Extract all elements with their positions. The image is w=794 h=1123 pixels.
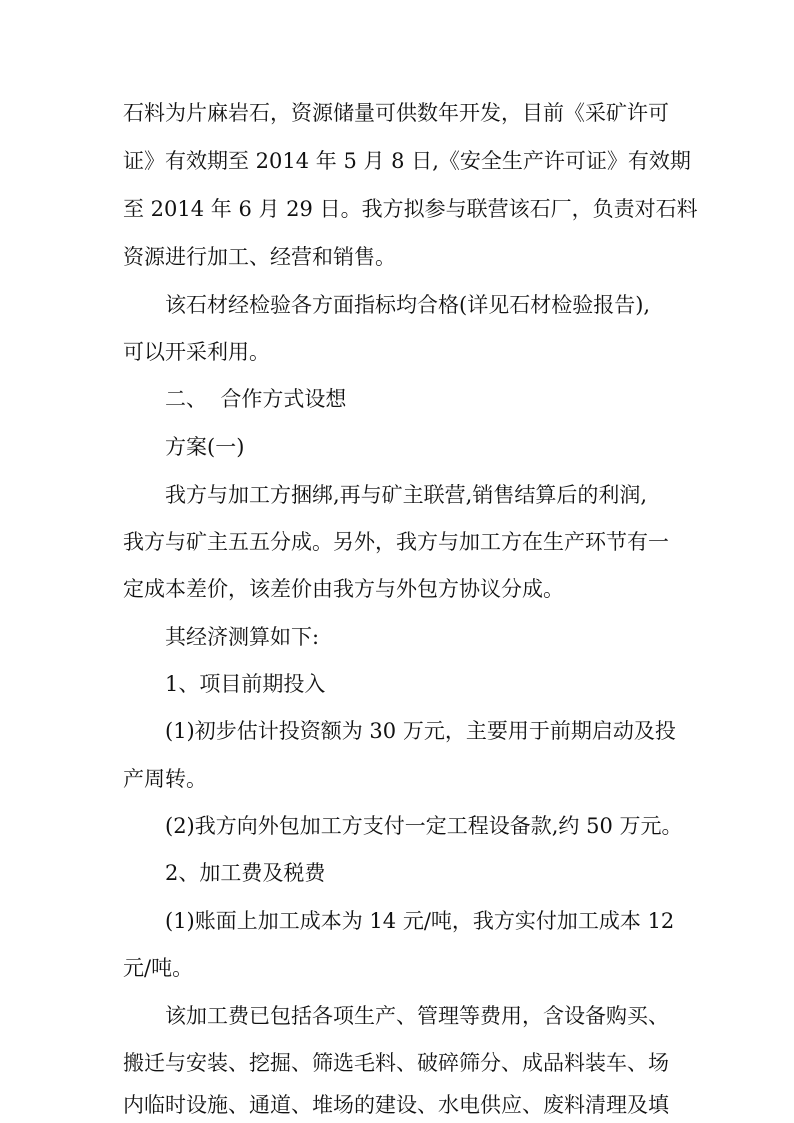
- text-line: 可以开采利用。: [123, 340, 270, 364]
- text-line: 产周转。: [123, 767, 207, 791]
- list-heading: 2、加工费及税费: [165, 861, 326, 885]
- text-line: 内临时设施、通道、堆场的建设、水电供应、废料清理及填: [123, 1093, 669, 1117]
- text-line: 证》有效期至 2014 年 5 月 8 日,《安全生产许可证》有效期: [123, 149, 691, 173]
- text-line: 搬迁与安装、挖掘、筛选毛料、破碎筛分、成品料装车、场: [123, 1051, 669, 1075]
- text-line: 该石材经检验各方面指标均合格(详见石材检验报告),: [165, 293, 651, 317]
- text-line: (2)我方向外包加工方支付一定工程设备款,约 50 万元。: [165, 814, 683, 838]
- text-line: (1)账面上加工成本为 14 元/吨，我方实付加工成本 12: [165, 909, 675, 933]
- text-line: 其经济测算如下:: [165, 625, 320, 649]
- text-line: 元/吨。: [123, 956, 194, 980]
- sub-heading: 方案(一): [165, 435, 245, 459]
- text-line: 至 2014 年 6 月 29 日。我方拟参与联营该石厂，负责对石料: [123, 197, 698, 221]
- text-line: 资源进行加工、经营和销售。: [123, 245, 396, 269]
- text-line: 石料为片麻岩石，资源储量可供数年开发，目前《采矿许可: [123, 101, 669, 125]
- text-line: (1)初步估计投资额为 30 万元，主要用于前期启动及投: [165, 719, 676, 743]
- text-line: 定成本差价，该差价由我方与外包方协议分成。: [123, 577, 564, 601]
- list-heading: 1、项目前期投入: [165, 672, 326, 696]
- text-line: 我方与加工方捆绑,再与矿主联营,销售结算后的利润,: [165, 483, 648, 507]
- section-heading: 二、 合作方式设想: [165, 387, 347, 411]
- text-line: 我方与矿主五五分成。另外，我方与加工方在生产环节有一: [123, 530, 669, 554]
- text-line: 该加工费已包括各项生产、管理等费用，含设备购买、: [165, 1004, 669, 1028]
